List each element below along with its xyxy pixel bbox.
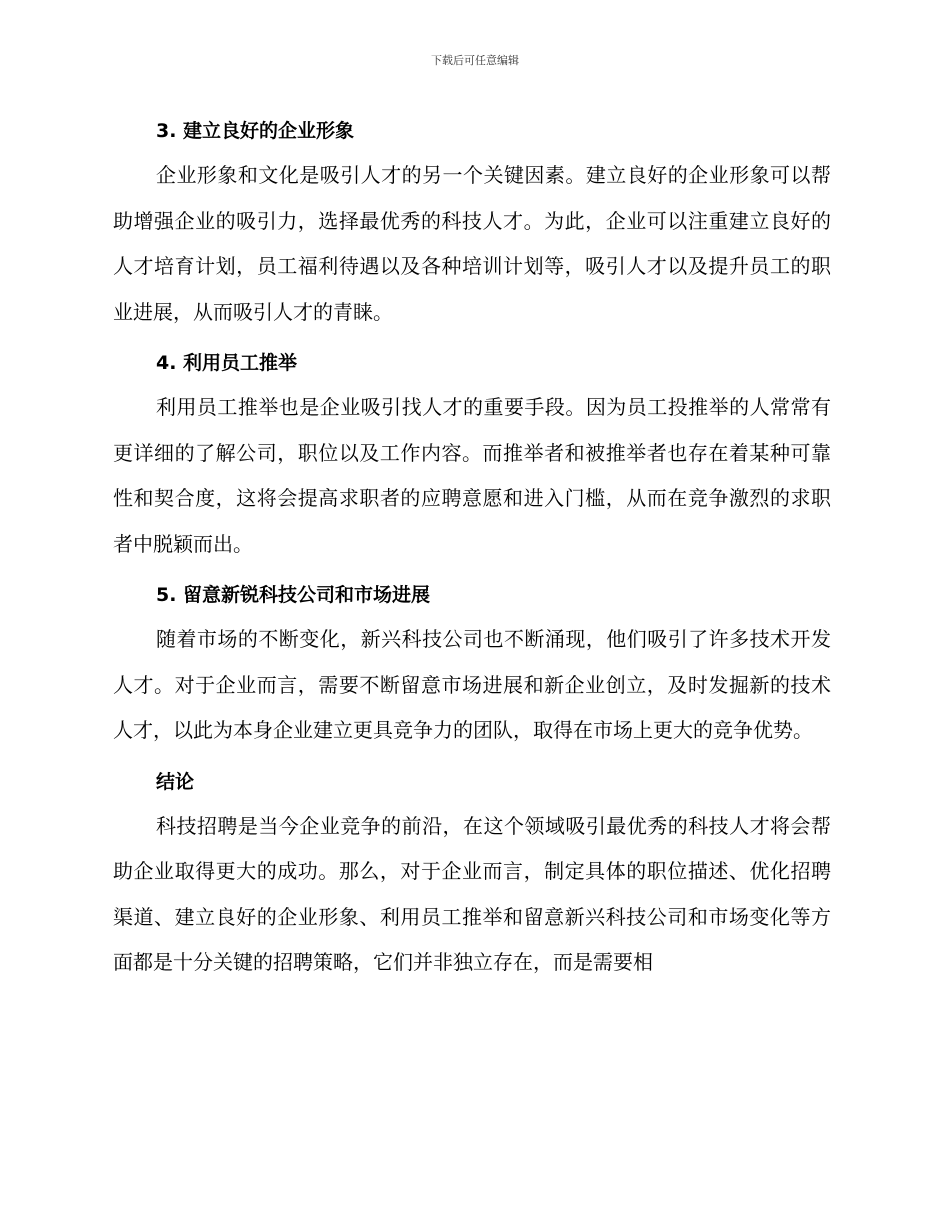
section-paragraph-employee-referral: 利用员工推举也是企业吸引找人才的重要手段。因为员工投推举的人常常有更详细的了解公司，职位以及工作内容。而推举者和被推举者也存在着某种可靠性和契合度，这将会提高求职者的应聘意愿和进入门槛，从而在竞争激烈的求职者中脱颖而出。 bbox=[113, 395, 831, 556]
page-header: 下载后可任意编辑 bbox=[431, 54, 519, 67]
section-heading-conclusion: 结论 bbox=[156, 770, 195, 793]
section-heading-tech-companies: 5. 留意新锐科技公司和市场进展 bbox=[156, 584, 431, 606]
section-paragraph-tech-companies: 随着市场的不断变化，新兴科技公司也不断涌现，他们吸引了许多技术开发人才。对于企业而言，需要不断留意市场进展和新企业创立，及时发掘新的技术人才，以此为本身企业建立更具竞争力的团队，取得在市场上更大的竞争优势。 bbox=[113, 627, 831, 742]
document-body bbox=[113, 108, 831, 992]
section-paragraph-conclusion: 科技招聘是当今企业竞争的前沿，在这个领域吸引最优秀的科技人才将会帮助企业取得更大的成功。那么，对于企业而言，制定具体的职位描述、优化招聘渠道、建立良好的企业形象、利用员工推举和留意新兴科技公司和市场变化等方面都是十分关键的招聘策略，它们并非独立存在，而是需要相 bbox=[113, 813, 831, 974]
section-heading-brand-image: 3. 建立良好的企业形象 bbox=[156, 120, 355, 142]
section-heading-employee-referral: 4. 利用员工推举 bbox=[156, 352, 298, 374]
section-paragraph-brand-image: 企业形象和文化是吸引人才的另一个关键因素。建立良好的企业形象可以帮助增强企业的吸引力，选择最优秀的科技人才。为此，企业可以注重建立良好的人才培育计划，员工福利待遇以及各种培训计划等，吸引人才以及提升员工的职业进展，从而吸引人才的青睐。 bbox=[113, 163, 831, 324]
